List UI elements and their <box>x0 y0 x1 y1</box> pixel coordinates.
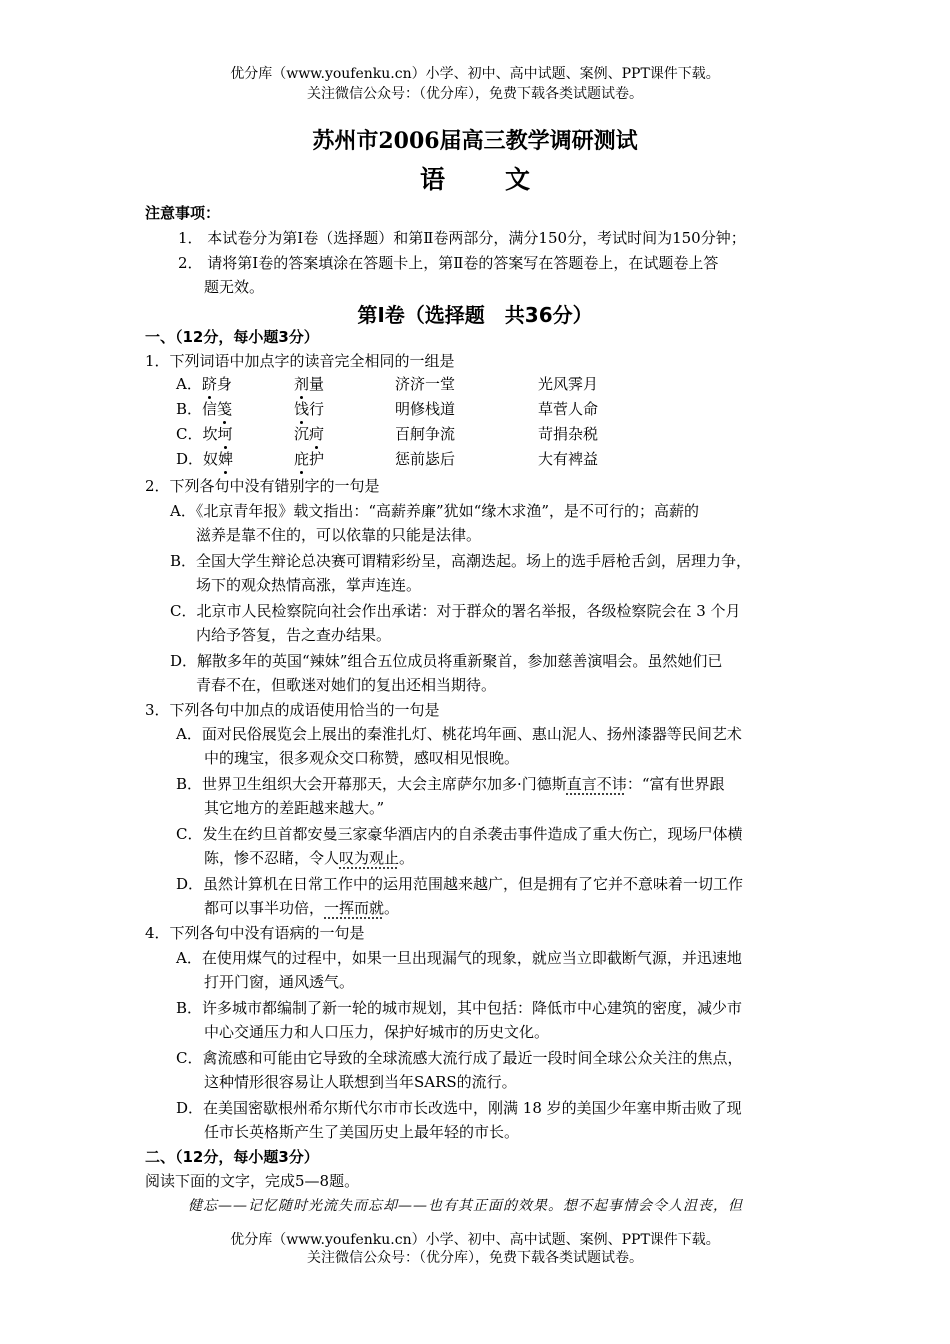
dotted-char: 笺 <box>217 400 233 418</box>
q1-c-word-4: 苛捐杂税 <box>538 425 599 443</box>
q2-option-b-cont: 场下的观众热情高涨，掌声连连。 <box>196 576 422 594</box>
q4-option-b-cont: 中心交通压力和人口压力，保护好城市的历史文化。 <box>204 1023 550 1041</box>
q3-option-d: D．虽然计算机在日常工作中的运用范围越来越广，但是拥有了它并不意味着一切工作 <box>176 875 744 893</box>
footer-line-1: 优分库（www.youfenku.cn）小学、初中、高中试题、案例、PPT课件下载。 <box>230 1232 720 1248</box>
notice-heading: 注意事项： <box>145 204 221 222</box>
q2-option-a: A．《北京青年报》载文指出：“高薪养廉”犹如“缘木求渔”，是不可行的；高薪的 <box>170 502 700 520</box>
notice-item-2: 2． 请将第Ⅰ卷的答案填涂在答题卡上，第Ⅱ卷的答案写在答题卷上，在试题卷上答 <box>178 254 719 272</box>
q4-option-a: A．在使用煤气的过程中，如果一旦出现漏气的现象，就应当立即截断气源，并迅速地 <box>176 949 742 967</box>
text-run: 。 <box>384 899 400 917</box>
q3-option-a: A．面对民俗展览会上展出的秦淮扎灯、桃花坞年画、惠山泥人、扬州漆器等民间艺术 <box>176 725 742 743</box>
q1-option-d <box>176 449 233 469</box>
dotted-char: 疴 <box>309 425 325 443</box>
dotted-idiom: 叹为观止 <box>339 849 400 867</box>
part-1-title: 第Ⅰ卷（选择题 共36分） <box>357 303 593 327</box>
dotted-char: 婢 <box>218 450 234 468</box>
option-label: D． <box>176 450 204 468</box>
q1-d-word-4: 大有裨益 <box>538 450 599 468</box>
reading-intro: 阅读下面的文字，完成5—8题。 <box>145 1172 360 1190</box>
q2-option-c-cont: 内给予答复，告之查办结果。 <box>196 626 392 644</box>
header-line-1: 优分库（www.youfenku.cn）小学、初中、高中试题、案例、PPT课件下载。 <box>230 66 720 82</box>
option-label: A． <box>176 375 202 393</box>
section-2-heading: 二、（12分，每小题3分） <box>145 1148 319 1166</box>
q3-option-a-cont: 中的瑰宝，很多观众交口称赞，感叹相见恨晚。 <box>204 749 520 767</box>
q1-option-b <box>176 399 232 419</box>
q2-option-c: C．北京市人民检察院向社会作出承诺：对于群众的署名举报，各级检察院会在 3 个月 <box>170 602 741 620</box>
q4-option-d-cont: 任市长英格斯产生了美国历史上最年轻的市长。 <box>204 1123 520 1141</box>
plain-char: 行 <box>309 400 325 418</box>
plain-char: 信 <box>202 400 218 418</box>
dotted-idiom: 直言不讳 <box>566 775 627 793</box>
q4-option-a-cont: 打开门窗，通风透气。 <box>204 973 355 991</box>
dotted-char: 饯 <box>294 400 310 418</box>
q1-c-word-3: 百舸争流 <box>395 425 456 443</box>
q4-option-c: C．禽流感和可能由它导致的全球流感大流行成了最近一段时间全球公众关注的焦点， <box>176 1049 743 1067</box>
dotted-char: 跻 <box>201 375 217 393</box>
q1-a-word-3: 济济一堂 <box>395 375 456 393</box>
option-label: C． <box>176 425 203 443</box>
q1-d-word-2 <box>294 449 324 469</box>
option-label: B． <box>176 400 203 418</box>
q1-d-word-3: 惩前毖后 <box>395 450 456 468</box>
q1-a-word-4: 光风霁月 <box>538 375 599 393</box>
q1-b-word-2 <box>294 399 324 419</box>
subject-title: 语文 <box>419 165 590 194</box>
q2-stem: 2．下列各句中没有错别字的一句是 <box>145 477 380 495</box>
footer-line-2: 关注微信公众号：（优分库），免费下载各类试题试卷。 <box>307 1250 643 1266</box>
section-1-heading: 一、（12分，每小题3分） <box>145 328 319 346</box>
text-run: ：“富有世界跟 <box>626 775 725 793</box>
q1-option-c <box>176 424 233 444</box>
q1-a-word-2 <box>294 374 324 394</box>
dotted-char: 剂 <box>294 375 310 393</box>
q3-option-b <box>176 774 724 794</box>
q4-option-c-cont: 这种情形很容易让人联想到当年SARS的流行。 <box>204 1073 517 1091</box>
plain-char: 沉 <box>294 425 310 443</box>
passage-first-line: 健忘——记忆随时光流失而忘却——也有其正面的效果。想不起事情会令人沮丧，但 <box>188 1198 743 1214</box>
text-run: 陈，惨不忍睹，令人 <box>204 849 340 867</box>
notice-item-2-cont: 题无效。 <box>204 278 265 296</box>
plain-char: 坎 <box>202 425 218 443</box>
text-run: 。 <box>399 849 415 867</box>
plain-char: 护 <box>309 450 325 468</box>
q2-option-b: B．全国大学生辩论总决赛可谓精彩纷呈，高潮迭起。场上的选手唇枪舌剑，居理力争， <box>170 552 752 570</box>
q3-option-b-cont: 其它地方的差距越来越大。” <box>204 799 385 817</box>
plain-char: 身 <box>216 375 232 393</box>
notice-item-1: 1． 本试卷分为第Ⅰ卷（选择题）和第Ⅱ卷两部分，满分150分，考试时间为150分钟； <box>178 229 746 247</box>
dotted-idiom: 一挥而就 <box>324 899 385 917</box>
q1-b-word-4: 草菅人命 <box>538 400 599 418</box>
header-line-2: 关注微信公众号：（优分库），免费下载各类试题试卷。 <box>307 86 643 102</box>
q4-option-d: D．在美国密歇根州希尔斯代尔市市长改选中，刚满 18 岁的美国少年塞申斯击败了现 <box>176 1099 742 1117</box>
text-run: B．世界卫生组织大会开幕那天，大会主席萨尔加多·门德斯 <box>176 775 567 793</box>
q1-c-word-2 <box>294 424 324 444</box>
plain-char: 量 <box>309 375 325 393</box>
q1-option-a <box>176 374 232 394</box>
dotted-char: 坷 <box>217 425 233 443</box>
q1-stem: 1．下列词语中加点字的读音完全相同的一组是 <box>145 352 455 370</box>
exam-title: 苏州市2006届高三教学调研测试 <box>312 128 638 154</box>
text-run: 都可以事半功倍， <box>204 899 325 917</box>
q2-option-a-cont: 滋养是靠不住的，可以依靠的只能是法律。 <box>196 526 482 544</box>
q2-option-d-cont: 青春不在，但歌迷对她们的复出还相当期待。 <box>196 676 497 694</box>
q3-option-d-cont <box>204 898 399 918</box>
q4-option-b: B．许多城市都编制了新一轮的城市规划，其中包括：降低市中心建筑的密度，减少市 <box>176 999 743 1017</box>
q3-option-c-cont <box>204 848 414 868</box>
dotted-char: 庇 <box>294 450 310 468</box>
q3-stem: 3．下列各句中加点的成语使用恰当的一句是 <box>145 701 440 719</box>
q4-stem: 4．下列各句中没有语病的一句是 <box>145 924 365 942</box>
q3-option-c: C．发生在约旦首都安曼三家豪华酒店内的自杀袭击事件造成了重大伤亡，现场尸体横 <box>176 825 743 843</box>
q1-b-word-3: 明修栈道 <box>395 400 456 418</box>
q2-option-d: D．解散多年的英国“辣妹”组合五位成员将重新聚首，参加慈善演唱会。虽然她们已 <box>170 652 723 670</box>
plain-char: 奴 <box>203 450 219 468</box>
